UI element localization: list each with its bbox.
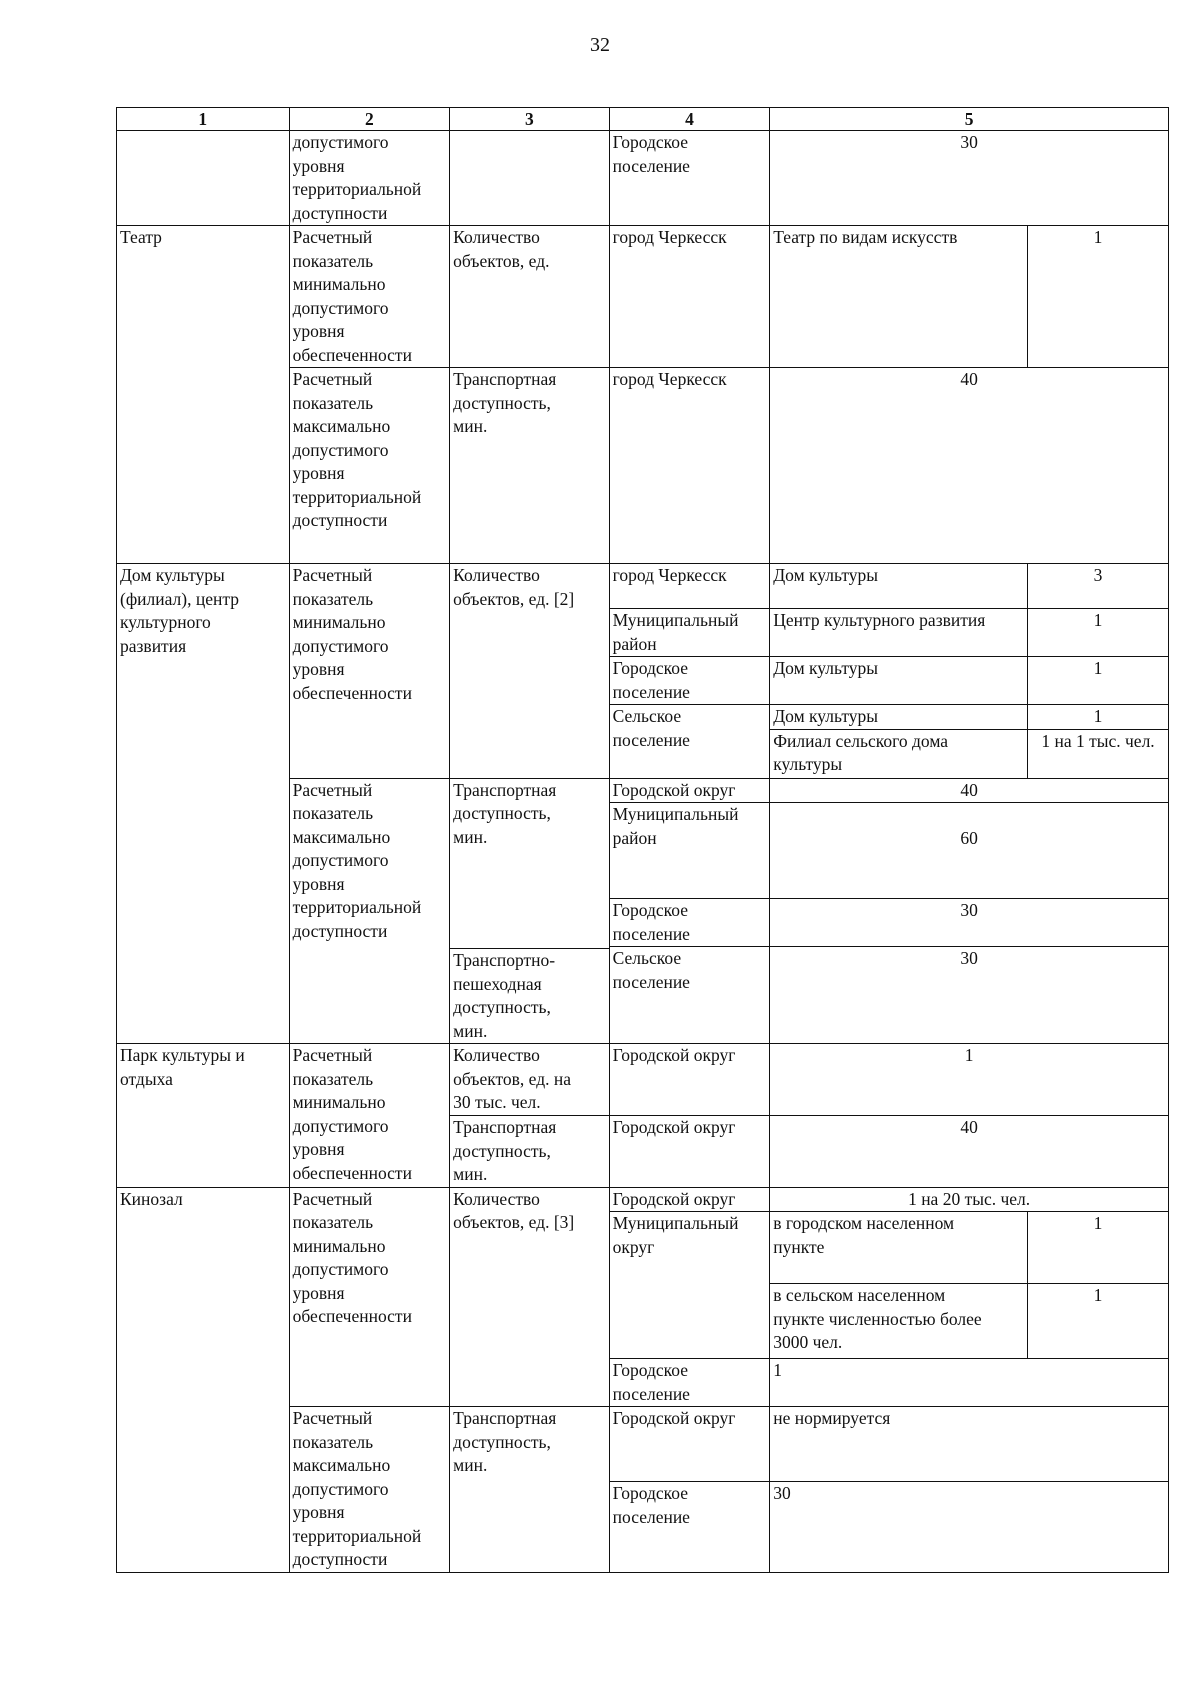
- indicator-cell: Расчетный показатель минимально допустимого уровня обеспеченности: [289, 564, 450, 779]
- unit-cell: Транспортно- пешеходная доступность, мин.: [450, 949, 609, 1044]
- area-cell: Муниципальный округ: [609, 1212, 770, 1359]
- type-cell: в городском населенном пункте: [770, 1212, 1028, 1284]
- value-cell: 1 на 20 тыс. чел.: [770, 1187, 1169, 1212]
- value-cell: 1: [1028, 1212, 1169, 1284]
- object-cell: Парк культуры и отдыха: [117, 1044, 290, 1188]
- area-cell: Городской округ: [609, 778, 770, 803]
- table-row: [117, 1187, 1169, 1212]
- column-header-2: 2: [289, 108, 450, 131]
- value-cell: 40: [770, 368, 1169, 564]
- indicator-cell: допустимого уровня территориальной доступности: [289, 131, 450, 226]
- value-cell: 40: [770, 1116, 1169, 1188]
- value-cell: 1: [770, 1359, 1169, 1407]
- unit-cell: Количество объектов, ед. [2]: [450, 564, 609, 779]
- type-cell: Дом культуры: [770, 657, 1028, 705]
- unit-cell: Транспортная доступность, мин.: [450, 778, 609, 949]
- table-row: [117, 1044, 1169, 1116]
- area-cell: Городской округ: [609, 1116, 770, 1188]
- value-cell: 1 на 1 тыс. чел.: [1028, 729, 1169, 778]
- value-cell: 3: [1028, 564, 1169, 609]
- area-cell: Сельское поселение: [609, 705, 770, 779]
- area-cell: Городской округ: [609, 1407, 770, 1482]
- table-row: [117, 131, 1169, 226]
- area-cell: Городское поселение: [609, 131, 770, 226]
- page-number: 32: [590, 34, 610, 56]
- object-cell: Дом культуры (филиал), центр культурного развития: [117, 564, 290, 1044]
- type-cell: Филиал сельского дома культуры: [770, 729, 1028, 778]
- type-cell: Театр по видам искусств: [770, 226, 1028, 368]
- table-header-row: [117, 108, 1169, 131]
- value-cell: 30: [770, 899, 1169, 947]
- indicator-cell: Расчетный показатель максимально допустимого уровня территориальной доступности: [289, 1407, 450, 1573]
- area-cell: Муниципальный район: [609, 803, 770, 899]
- unit-cell: Транспортная доступность, мин.: [450, 1116, 609, 1188]
- value-cell: 1: [1028, 226, 1169, 368]
- indicator-cell: Расчетный показатель максимально допустимого уровня территориальной доступности: [289, 778, 450, 1044]
- type-cell: Дом культуры: [770, 564, 1028, 609]
- unit-cell: Транспортная доступность, мин.: [450, 1407, 609, 1573]
- object-cell: Театр: [117, 226, 290, 564]
- column-header-3: 3: [450, 108, 609, 131]
- column-header-4: 4: [609, 108, 770, 131]
- unit-cell: Количество объектов, ед. на 30 тыс. чел.: [450, 1044, 609, 1116]
- area-cell: Городской округ: [609, 1044, 770, 1116]
- value-cell: 1: [1028, 657, 1169, 705]
- type-cell: Центр культурного развития: [770, 609, 1028, 657]
- area-cell: Городское поселение: [609, 1482, 770, 1572]
- indicator-cell: Расчетный показатель максимально допустимого уровня территориальной доступности: [289, 368, 450, 564]
- area-cell: город Черкесск: [609, 564, 770, 609]
- value-cell: 40: [770, 778, 1169, 803]
- unit-cell: Количество объектов, ед.: [450, 226, 609, 368]
- area-cell: Городское поселение: [609, 899, 770, 947]
- indicator-cell: Расчетный показатель минимально допустимого уровня обеспеченности: [289, 1187, 450, 1407]
- object-cell: Кинозал: [117, 1187, 290, 1572]
- area-cell: Муниципальный район: [609, 609, 770, 657]
- value-cell: 30: [770, 1482, 1169, 1572]
- unit-cell: [450, 131, 609, 226]
- column-header-5: 5: [770, 108, 1169, 131]
- unit-cell: Количество объектов, ед. [3]: [450, 1187, 609, 1407]
- indicator-cell: Расчетный показатель минимально допустимого уровня обеспеченности: [289, 226, 450, 368]
- value-cell: не нормируется: [770, 1407, 1169, 1482]
- indicator-cell: Расчетный показатель минимально допустимого уровня обеспеченности: [289, 1044, 450, 1188]
- type-cell: Дом культуры: [770, 705, 1028, 730]
- value-cell: 1: [1028, 1284, 1169, 1359]
- area-cell: Городской округ: [609, 1187, 770, 1212]
- norms-table: [116, 107, 1169, 1573]
- table-row: [117, 564, 1169, 609]
- value-cell: 60: [770, 803, 1169, 899]
- area-cell: Городское поселение: [609, 657, 770, 705]
- table-row: [117, 226, 1169, 368]
- area-cell: город Черкесск: [609, 368, 770, 564]
- value-cell: 1: [1028, 705, 1169, 730]
- column-header-1: 1: [117, 108, 290, 131]
- value-cell: 30: [770, 131, 1169, 226]
- area-cell: город Черкесск: [609, 226, 770, 368]
- value-cell: 1: [1028, 609, 1169, 657]
- value-cell: 1: [770, 1044, 1169, 1116]
- area-cell: Сельское поселение: [609, 947, 770, 1044]
- type-cell: в сельском населенном пункте численностью более 3000 чел.: [770, 1284, 1028, 1359]
- value-cell: 30: [770, 947, 1169, 1044]
- object-cell: [117, 131, 290, 226]
- area-cell: Городское поселение: [609, 1359, 770, 1407]
- unit-cell: Транспортная доступность, мин.: [450, 368, 609, 564]
